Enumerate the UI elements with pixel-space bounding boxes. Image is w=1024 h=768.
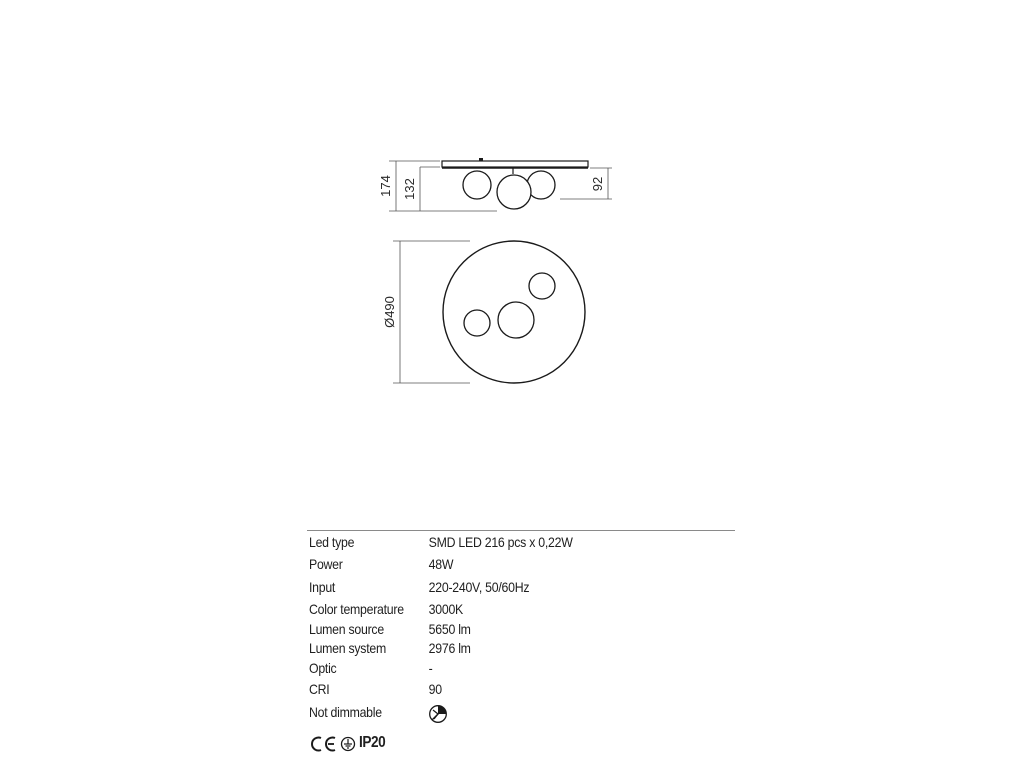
dim-diameter: Ø490 (382, 296, 397, 328)
top-globe-large (498, 302, 534, 338)
ce-mark-icon (309, 734, 339, 754)
spec-row-input (309, 579, 679, 599)
spec-row-power (309, 556, 679, 576)
spec-value: 90 (428, 681, 442, 697)
top-view (443, 241, 585, 383)
ceiling-plate (442, 161, 588, 167)
spec-value: 48W (428, 556, 454, 572)
spec-value: 2976 lm (428, 640, 471, 656)
not-dimmable-icon (428, 704, 448, 724)
spec-row-cri (309, 681, 679, 701)
spec-label: Power (309, 556, 343, 572)
spec-label: Lumen source (309, 621, 384, 637)
spec-row-led-type (309, 534, 679, 554)
dim-body-height: 132 (402, 178, 417, 200)
spec-value: 3000K (428, 601, 463, 617)
spec-row-optic (309, 660, 679, 680)
spec-value: 5650 lm (428, 621, 471, 637)
spec-value: SMD LED 216 pcs x 0,22W (428, 534, 573, 550)
spec-row-lumen-source (309, 621, 679, 641)
mount-nub (479, 158, 483, 161)
spec-row-color-temperature (309, 601, 679, 621)
dim-globe-drop: 92 (590, 176, 605, 192)
top-globe-left (464, 310, 490, 336)
side-globe-left (463, 171, 491, 199)
side-globe-center (497, 175, 531, 209)
spec-label: CRI (309, 681, 330, 697)
spec-label: Lumen system (309, 640, 386, 656)
spec-label: Led type (309, 534, 355, 550)
spec-label: Optic (309, 660, 337, 676)
spec-row-dimming (309, 704, 679, 724)
dim-total-height: 174 (378, 175, 393, 197)
spec-label: Input (309, 579, 336, 595)
spec-value: 220-240V, 50/60Hz (428, 579, 530, 595)
spec-value: - (428, 660, 433, 676)
earth-ground-icon (340, 734, 356, 754)
spec-divider (307, 530, 735, 531)
spec-label: Not dimmable (309, 704, 382, 720)
canopy-disc (443, 241, 585, 383)
ip-rating: IP20 (359, 734, 386, 751)
spec-label: Color temperature (309, 601, 404, 617)
top-globe-small (529, 273, 555, 299)
top-dimension-lines (393, 241, 470, 383)
spec-row-lumen-system (309, 640, 679, 660)
side-view (442, 158, 588, 209)
